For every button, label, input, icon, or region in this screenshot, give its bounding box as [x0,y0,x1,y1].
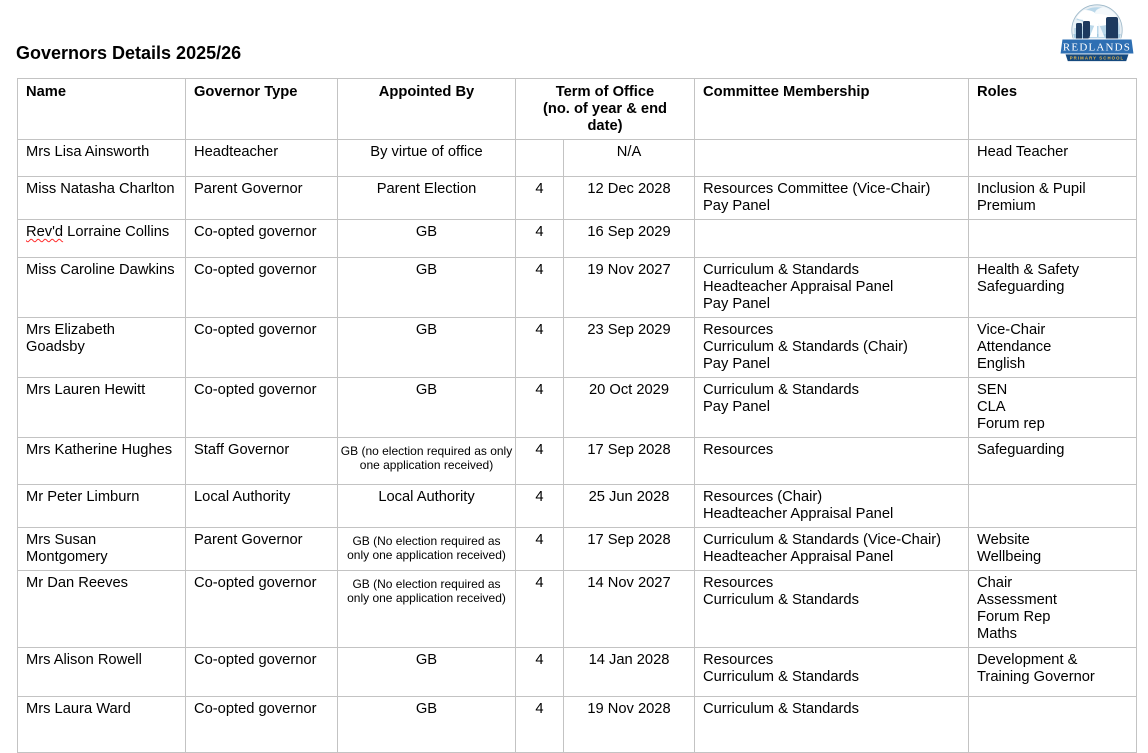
term-end-cell: 16 Sep 2029 [564,220,695,258]
term-years-cell [516,140,564,177]
term-years-cell: 4 [516,485,564,528]
committee-item: Headteacher Appraisal Panel [703,549,894,565]
name-cell: Rev'd Lorraine Collins [18,220,186,258]
name-cell: Mrs Laura Ward [18,697,186,753]
role-item: Forum rep [977,416,1045,432]
role-item: Vice-Chair [977,322,1046,338]
name-cell: Mr Peter Limburn [18,485,186,528]
committee-item: Curriculum & Standards [703,592,859,608]
term-end-cell: 19 Nov 2027 [564,258,695,318]
roles-cell [969,318,1137,378]
logo-banner [1060,39,1134,62]
term-years-cell: 4 [516,258,564,318]
logo-school-subtitle: PRIMARY SCHOOL [1069,55,1125,61]
committee-cell [695,697,969,753]
role-item: SEN [977,382,1008,398]
role-item: Maths [977,626,1017,642]
roles-cell [969,140,1137,177]
page-title: Governors Details 2025/26 [16,43,242,64]
committee-item: Headteacher Appraisal Panel [703,506,894,522]
header-committee-membership: Committee Membership [695,79,969,140]
committee-item: Curriculum & Standards [703,382,859,398]
appointed-by-cell: GB [338,220,516,258]
committee-cell [695,220,969,258]
roles-cell [969,220,1137,258]
term-years-cell: 4 [516,571,564,648]
roles-cell [969,438,1137,485]
committee-item: Resources [703,442,774,458]
name-cell: Mrs Lisa Ainsworth [18,140,186,177]
school-logo-icon [1057,4,1137,64]
governor-type-cell: Co-opted governor [186,318,338,378]
table-row [18,438,1137,485]
role-item: Development & Training Governor [977,652,1095,685]
table-row [18,177,1137,220]
governors-table [17,78,1137,753]
table-row [18,648,1137,697]
logo-school-name: REDLANDS [1062,41,1132,54]
governor-type-cell: Local Authority [186,485,338,528]
appointed-by-cell: GB [338,697,516,753]
committee-item: Pay Panel [703,356,770,372]
role-item: Assessment [977,592,1057,608]
committee-item: Curriculum & Standards [703,701,859,717]
role-item: Inclusion & Pupil Premium [977,181,1086,214]
table-row [18,318,1137,378]
term-end-cell: 12 Dec 2028 [564,177,695,220]
committee-item: Curriculum & Standards [703,669,859,685]
governor-type-cell: Staff Governor [186,438,338,485]
roles-cell [969,648,1137,697]
role-item: Head Teacher [977,144,1069,160]
name-cell: Mrs Alison Rowell [18,648,186,697]
committee-cell [695,485,969,528]
header-governor-type: Governor Type [186,79,338,140]
roles-cell [969,571,1137,648]
term-end-cell: 17 Sep 2028 [564,438,695,485]
name-cell: Mrs Lauren Hewitt [18,378,186,438]
role-item: Forum Rep [977,609,1051,625]
committee-item: Curriculum & Standards (Chair) [703,339,908,355]
appointed-by-cell: By virtue of office [338,140,516,177]
table-row [18,697,1137,753]
governor-type-cell: Headteacher [186,140,338,177]
committee-cell [695,318,969,378]
name-cell: Mrs Susan Montgomery [18,528,186,571]
misspelled-word: Rev'd [26,224,64,240]
roles-cell [969,177,1137,220]
school-logo [1057,4,1137,64]
term-end-cell: 14 Jan 2028 [564,648,695,697]
committee-item: Resources [703,575,774,591]
governor-type-cell: Co-opted governor [186,571,338,648]
appointed-by-cell: GB (No election required as only one application received) [338,571,516,648]
term-years-cell: 4 [516,378,564,438]
committee-cell [695,140,969,177]
term-end-cell: N/A [564,140,695,177]
appointed-by-cell: Local Authority [338,485,516,528]
name-cell: Miss Natasha Charlton [18,177,186,220]
committee-item: Pay Panel [703,296,770,312]
term-years-cell: 4 [516,438,564,485]
term-years-cell: 4 [516,528,564,571]
role-item: Safeguarding [977,442,1065,458]
role-item: Website [977,532,1030,548]
appointed-by-cell: GB (No election required as only one application received) [338,528,516,571]
roles-cell [969,258,1137,318]
governor-type-cell: Co-opted governor [186,258,338,318]
appointed-by-cell: Parent Election [338,177,516,220]
header-term-of-office [516,79,695,140]
header-name: Name [18,79,186,140]
table-row [18,220,1137,258]
committee-item: Resources [703,322,774,338]
table-header-row [18,79,1137,140]
governor-type-cell: Parent Governor [186,528,338,571]
appointed-by-cell: GB [338,258,516,318]
appointed-by-cell: GB (no election required as only one application received) [338,438,516,485]
term-years-cell: 4 [516,697,564,753]
table-row [18,571,1137,648]
roles-cell [969,378,1137,438]
roles-cell [969,485,1137,528]
committee-item: Pay Panel [703,198,770,214]
name-cell: Mrs Katherine Hughes [18,438,186,485]
term-end-cell: 19 Nov 2028 [564,697,695,753]
appointed-by-cell: GB [338,648,516,697]
term-years-cell: 4 [516,648,564,697]
term-end-cell: 20 Oct 2029 [564,378,695,438]
governor-type-cell: Co-opted governor [186,378,338,438]
table-row [18,485,1137,528]
committee-item: Resources [703,652,774,668]
term-years-cell: 4 [516,318,564,378]
name-cell: Mr Dan Reeves [18,571,186,648]
appointed-by-cell: GB [338,318,516,378]
table-row [18,140,1137,177]
header-appointed-by: Appointed By [338,79,516,140]
governor-type-cell: Co-opted governor [186,697,338,753]
committee-cell [695,258,969,318]
committee-cell [695,378,969,438]
term-end-cell: 25 Jun 2028 [564,485,695,528]
table-row [18,528,1137,571]
roles-cell [969,528,1137,571]
appointed-by-cell: GB [338,378,516,438]
governor-type-cell: Co-opted governor [186,220,338,258]
role-item: Wellbeing [977,549,1042,565]
role-item: Attendance [977,339,1052,355]
term-end-cell: 17 Sep 2028 [564,528,695,571]
governor-type-cell: Co-opted governor [186,648,338,697]
role-item: Chair [977,575,1013,591]
role-item: English [977,356,1026,372]
term-years-cell: 4 [516,177,564,220]
committee-item: Resources (Chair) [703,489,823,505]
committee-cell [695,648,969,697]
committee-item: Resources Committee (Vice-Chair) [703,181,931,197]
table-row [18,378,1137,438]
header-roles: Roles [969,79,1137,140]
term-years-cell: 4 [516,220,564,258]
role-item: CLA [977,399,1006,415]
committee-item: Headteacher Appraisal Panel [703,279,894,295]
committee-item: Curriculum & Standards [703,262,859,278]
roles-cell [969,697,1137,753]
committee-cell [695,438,969,485]
term-end-cell: 14 Nov 2027 [564,571,695,648]
governor-type-cell: Parent Governor [186,177,338,220]
role-item: Health & Safety [977,262,1080,278]
committee-cell [695,528,969,571]
name-cell: Mrs Elizabeth Goadsby [18,318,186,378]
governors-table-body [18,140,1137,753]
committee-cell [695,571,969,648]
committee-item: Curriculum & Standards (Vice-Chair) [703,532,942,548]
table-row [18,258,1137,318]
term-end-cell: 23 Sep 2029 [564,318,695,378]
committee-cell [695,177,969,220]
name-cell: Miss Caroline Dawkins [18,258,186,318]
role-item: Safeguarding [977,279,1065,295]
header-term-line2: (no. of year & end date) [542,101,668,134]
header-term-line1: Term of Office [555,84,655,100]
committee-item: Pay Panel [703,399,770,415]
